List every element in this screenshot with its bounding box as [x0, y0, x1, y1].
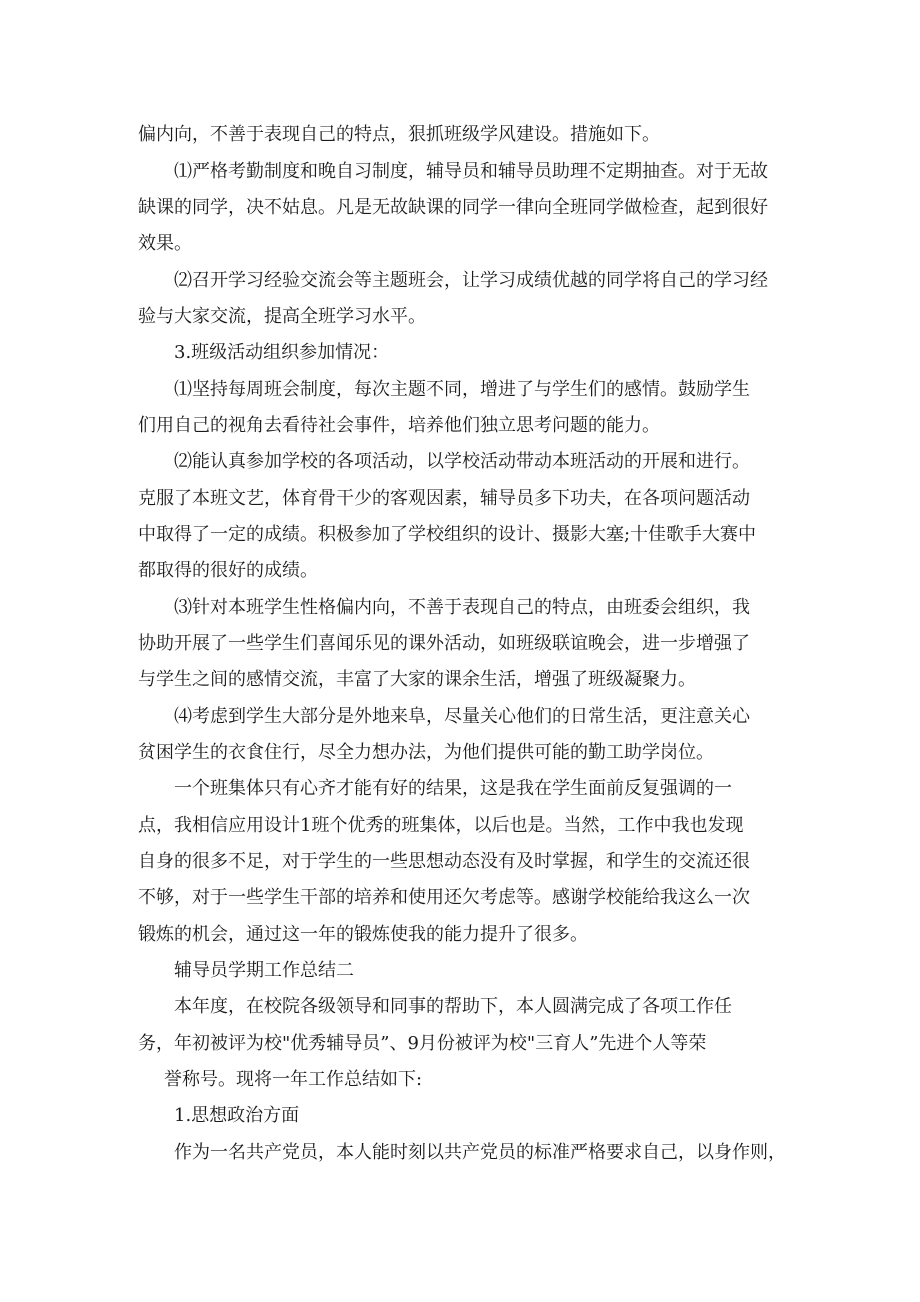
- text-line: 不够，对于一些学生干部的培养和使用还欠考虑等。感谢学校能给我这么一次: [138, 887, 750, 908]
- text-line: 点，我相信应用设计1班个优秀的班集体，以后也是。当然，工作中我也发现: [138, 815, 744, 836]
- text-line: 缺课的同学，决不姑息。凡是无故缺课的同学一律向全班同学做检查，起到很好: [138, 197, 768, 218]
- text-line: 作为一名共产党员，本人能时刻以共产党员的标准严格要求自己，以身作则，: [174, 1142, 786, 1163]
- text-line: 一个班集体只有心齐才能有好的结果，这是我在学生面前反复强调的一: [174, 778, 732, 799]
- text-line: ⑵召开学习经验交流会等主题班会，让学习成绩优越的同学将自己的学习经: [174, 270, 768, 291]
- text-line: 本年度，在校院各级领导和同事的帮助下，本人圆满完成了各项工作任: [174, 996, 732, 1017]
- text-line: ⑵能认真参加学校的各项活动，以学校活动带动本班活动的开展和进行。: [174, 451, 750, 472]
- text-line: 中取得了一定的成绩。积极参加了学校组织的设计、摄影大塞;十佳歌手大赛中: [138, 524, 757, 545]
- text-line: ⑶针对本班学生性格偏内向，不善于表现自己的特点，由班委会组织，我: [174, 597, 750, 618]
- text-line: 偏内向，不善于表现自己的特点，狠抓班级学风建设。措施如下。: [138, 124, 660, 145]
- text-line: 自身的很多不足，对于学生的一些思想动态没有及时掌握，和学生的交流还很: [138, 851, 750, 872]
- text-line: 克服了本班文艺，体育骨干少的客观因素，辅导员多下功夫，在各项问题活动: [138, 488, 750, 509]
- text-line: 与学生之间的感情交流，丰富了大家的课余生活，增强了班级凝聚力。: [138, 669, 696, 690]
- text-line: 贫困学生的衣食住行，尽全力想办法，为他们提供可能的勤工助学岗位。: [138, 742, 714, 763]
- section-heading: 辅导员学期工作总结二: [174, 960, 354, 981]
- text-line: 验与大家交流，提高全班学习水平。: [138, 306, 426, 327]
- section-heading: 3.班级活动组织参加情况：: [174, 342, 390, 363]
- text-line: 们用自己的视角去看待社会事件，培养他们独立思考问题的能力。: [138, 415, 660, 436]
- text-line: ⑴严格考勤制度和晚自习制度，辅导员和辅导员助理不定期抽查。对于无故: [174, 161, 768, 182]
- text-line: 协助开展了一些学生们喜闻乐见的课外活动，如班级联谊晚会，进一步增强了: [138, 633, 750, 654]
- text-line: ⑴坚持每周班会制度，每次主题不同，增进了与学生们的感情。鼓励学生: [174, 379, 750, 400]
- text-line: 锻炼的机会，通过这一年的锻炼使我的能力提升了很多。: [138, 924, 588, 945]
- section-heading: 1.思想政治方面: [174, 1105, 300, 1126]
- text-line: 务，年初被评为校"优秀辅导员”、9月份被评为校"三育人”先进个人等荣: [138, 1033, 707, 1054]
- text-line: 都取得的很好的成绩。: [138, 560, 318, 581]
- text-line: 效果。: [138, 233, 192, 254]
- text-line: 誉称号。现将一年工作总结如下:: [164, 1069, 423, 1090]
- text-line: ⑷考虑到学生大部分是外地来阜，尽量关心他们的日常生活，更注意关心: [174, 706, 750, 727]
